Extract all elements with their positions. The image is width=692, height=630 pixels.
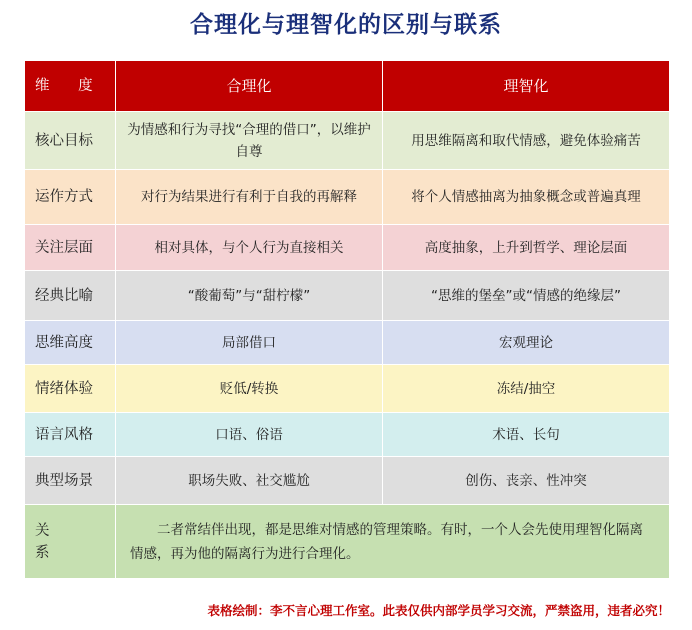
intellectualization-cell: 宏观理论 [383,321,670,365]
row-label: 关注层面 [25,225,116,271]
rationalization-cell: 相对具体，与个人行为直接相关 [116,225,383,271]
intellectualization-cell: 用思维隔离和取代情感，避免体验痛苦 [383,112,670,170]
row-label: 运作方式 [25,170,116,225]
table-row [25,457,670,505]
intellectualization-cell: “思维的堡垒”或“情感的绝缘层” [383,271,670,321]
row-label: 情绪体验 [25,365,116,413]
rationalization-cell: 局部借口 [116,321,383,365]
table-row [25,170,670,225]
relation-row [25,505,670,579]
rationalization-cell: “酸葡萄”与“甜柠檬” [116,271,383,321]
table-row [25,321,670,365]
table-row [25,271,670,321]
row-label: 思维高度 [25,321,116,365]
copyright-footer: 表格绘制：李不言心理工作室。此表仅供内部学员学习交流，严禁盗用，违者必究！ [207,603,670,618]
intellectualization-cell: 术语、长句 [383,413,670,457]
intellectualization-cell: 高度抽象，上升到哲学、理论层面 [383,225,670,271]
page-title: 合理化与理智化的区别与联系 [190,11,502,38]
row-label: 典型场景 [25,457,116,505]
relation-text: 二者常结伴出现，都是思维对情感的管理策略。有时，一个人会先使用理智化隔离情感，再为他的隔离行为进行合理化。 [116,505,670,579]
header-rationalization: 合理化 [116,61,383,112]
table-row [25,365,670,413]
intellectualization-cell: 冻结/抽空 [383,365,670,413]
row-label: 语言风格 [25,413,116,457]
row-label: 核心目标 [25,112,116,170]
table-row [25,413,670,457]
row-label: 经典比喻 [25,271,116,321]
header-intellectualization: 理智化 [383,61,670,112]
relation-label: 关 系 [25,505,116,579]
rationalization-cell: 贬低/转换 [116,365,383,413]
header-dimension: 维 度 [25,61,116,112]
comparison-table [24,60,670,579]
rationalization-cell: 职场失败、社交尴尬 [116,457,383,505]
rationalization-cell: 对行为结果进行有利于自我的再解释 [116,170,383,225]
table-header-row [25,61,670,112]
intellectualization-cell: 创伤、丧亲、性冲突 [383,457,670,505]
table-row [25,225,670,271]
intellectualization-cell: 将个人情感抽离为抽象概念或普遍真理 [383,170,670,225]
rationalization-cell: 为情感和行为寻找“合理的借口”，以维护自尊 [116,112,383,170]
rationalization-cell: 口语、俗语 [116,413,383,457]
table-row [25,112,670,170]
